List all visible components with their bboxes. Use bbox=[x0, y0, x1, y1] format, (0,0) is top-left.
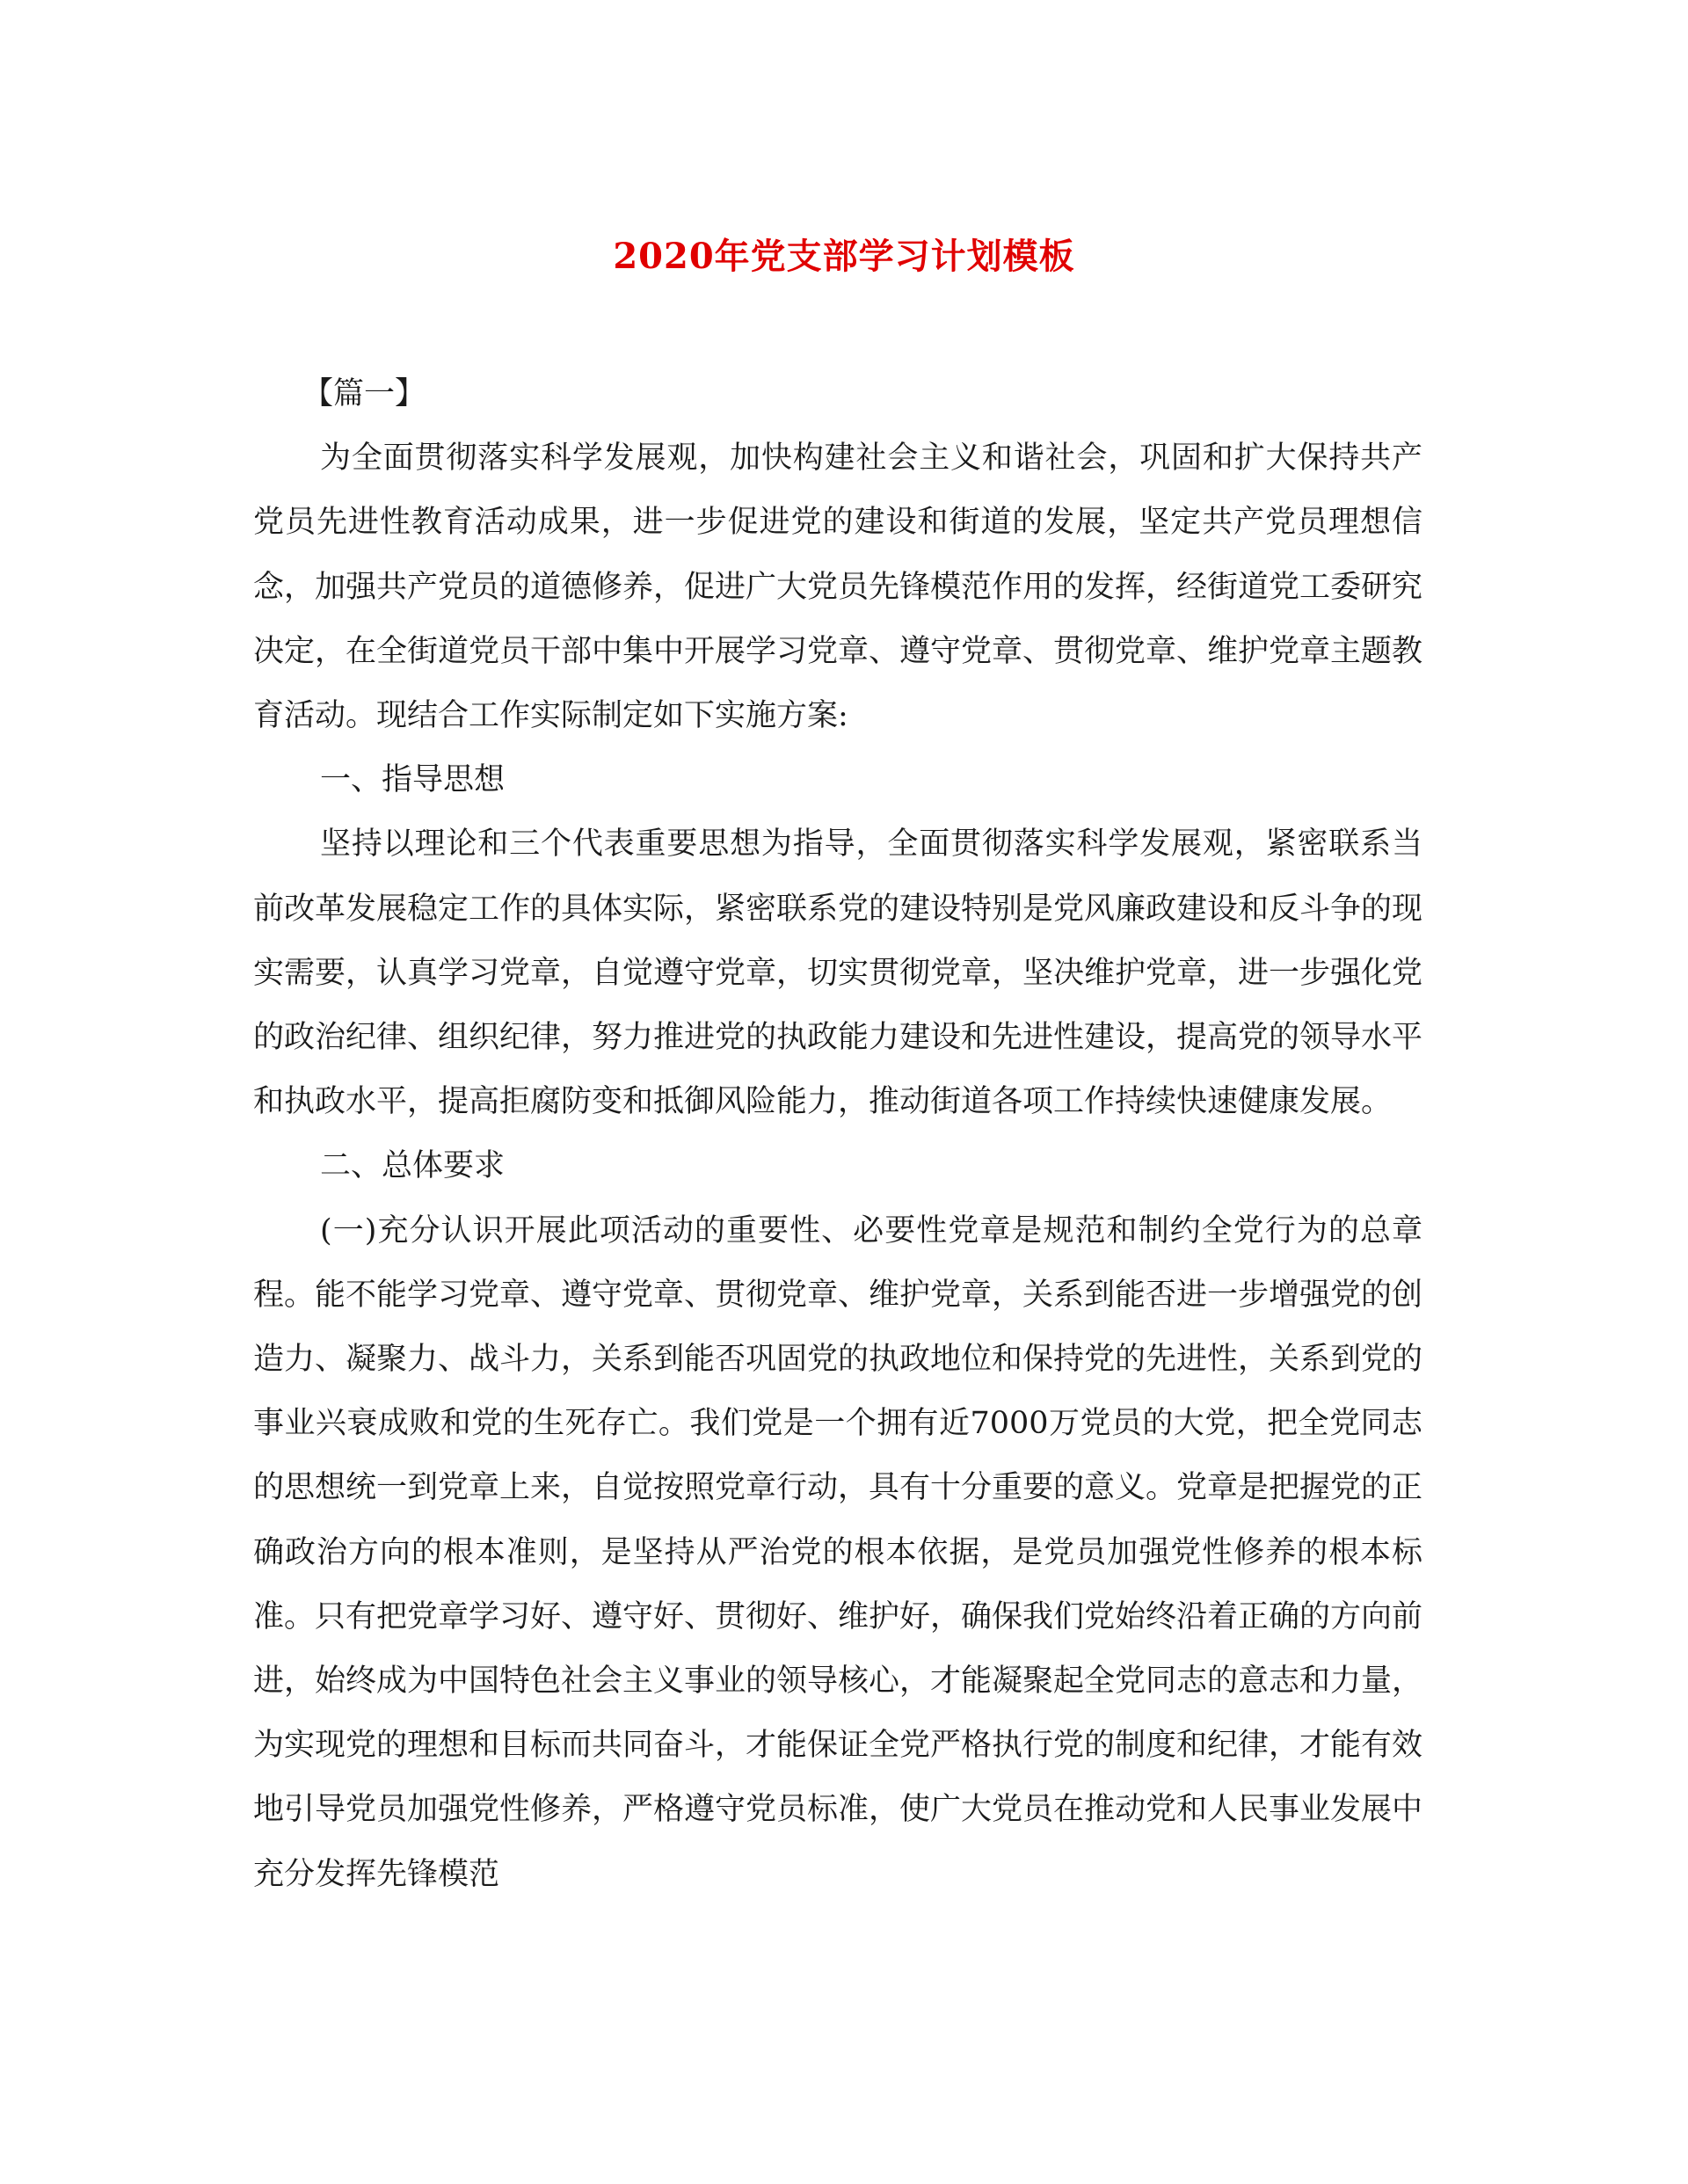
heading-guiding-ideology: 一、指导思想 bbox=[320, 762, 506, 798]
paragraph-guiding-ideology: 坚持以理论和三个代表重要思想为指导，全面贯彻落实科学发展观，紧密联系当前改革发展稳定工作的具体实际，紧密联系党的建设特别是党风廉政建设和反斗争的现实需要，认真学习党章，自觉遵守党章，切实贯彻党章，坚决维护党章，进一步强化党的政治纪律、组织纪律，努力推进党的执政能力建设和先进性建设，提高党的领导水平和执政水平，提高拒腐防变和抵御风险能力，推动街道各项工作持续快速健康发展。 bbox=[253, 826, 1423, 1120]
document-title: 2020年党支部学习计划模板 bbox=[613, 236, 1075, 277]
heading-general-requirements: 二、总体要求 bbox=[320, 1148, 506, 1184]
paragraph-general-requirements: (一)充分认识开展此项活动的重要性、必要性党章是规范和制约全党行为的总章程。能不能学习党章、遵守党章、贯彻党章、维护党章，关系到能否进一步增强党的创造力、凝聚力、战斗力，关系到能否巩固党的执政地位和保持党的先进性，关系到党的事业兴衰成败和党的生死存亡。我们党是一个拥有近7000万党员的大党，把全党同志的思想统一到党章上来，自觉按照党章行动，具有十分重要的意义。党章是把握党的正确政治方向的根本准则，是坚持从严治党的根本依据，是党员加强党性修养的根本标准。只有把党章学习好、遵守好、贯彻好、维护好，确保我们党始终沿着正确的方向前进，始终成为中国特色社会主义事业的领导核心，才能凝聚起全党同志的意志和力量，为实现党的理想和目标而共同奋斗，才能保证全党严格执行党的制度和纪律，才能有效地引导党员加强党性修养，严格遵守党员标准，使广大党员在推动党和人民事业发展中充分发挥先锋模范 bbox=[253, 1212, 1423, 1892]
document-body bbox=[253, 362, 1422, 1907]
section-label-part-one: 【篇一】 bbox=[302, 376, 426, 411]
paragraph-intro: 为全面贯彻落实科学发展观，加快构建社会主义和谐社会，巩固和扩大保持共产党员先进性教育活动成果，进一步促进党的建设和街道的发展，坚定共产党员理想信念，加强共产党员的道德修养，促进广大党员先锋模范作用的发挥，经街道党工委研究决定，在全街道党员干部中集中开展学习党章、遵守党章、贯彻党章、维护党章主题教育活动。现结合工作实际制定如下实施方案: bbox=[253, 440, 1423, 734]
